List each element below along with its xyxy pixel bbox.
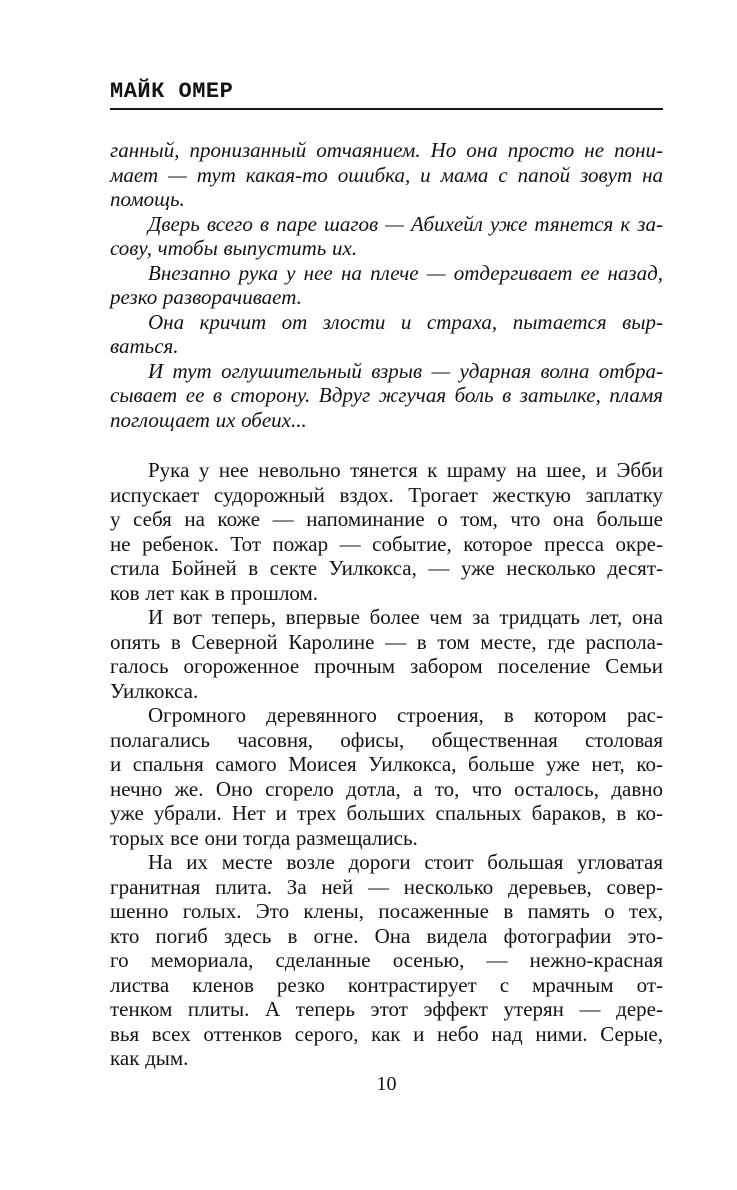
text-line: го мемориала, сделанные осенью, — нежно-красная — [110, 948, 663, 972]
text-line: сову, чтобы выпустить их. — [110, 236, 358, 260]
text-line: испускает судорожный вздох. Трогает жесткую заплатку — [110, 482, 663, 507]
text-line: Рука у нее невольно тянется к шраму на шее, и Эбби — [148, 458, 663, 482]
text-line: как дым. — [110, 1046, 189, 1070]
text-line: у себя на коже — напоминание о том, что она больше — [110, 507, 663, 531]
paragraph — [110, 138, 663, 212]
text-line: ганный, пронизанный отчаянием. Но она просто не пони- — [110, 138, 663, 162]
text-line: мает — тут какая-то ошибка, и мама с папой зовут на — [110, 162, 663, 187]
text-line: галось огороженное прочным забором поселение Семьи — [110, 654, 663, 678]
page-number: 10 — [376, 1073, 397, 1095]
paragraph — [110, 261, 663, 310]
text-line: И тут оглушительный взрыв — ударная волна отбра- — [148, 358, 663, 383]
text-line: сывает ее в сторону. Вдруг жгучая боль в затылке, пламя — [110, 383, 663, 407]
paragraph — [110, 212, 663, 261]
author-name: МАЙК ОМЕР — [110, 79, 234, 104]
paragraph — [110, 359, 663, 433]
text-block — [110, 138, 663, 1071]
text-line: не ребенок. Тот пожар — событие, которое пресса окре- — [110, 531, 663, 556]
text-line: Она кричит от злости и страха, пытается выр- — [148, 309, 663, 334]
running-header — [110, 80, 663, 110]
paragraph — [110, 850, 663, 1071]
text-line: ков лет как в прошлом. — [110, 580, 319, 605]
text-line: Внезапно рука у нее на плече — отдергивает ее назад, — [148, 260, 663, 285]
text-line: листва кленов резко контрастирует с мрачным от- — [110, 972, 663, 997]
text-line: кто погиб здесь в огне. Она видела фотографии это- — [110, 923, 663, 948]
text-line: Огромного деревянного строения, в котором рас- — [148, 703, 663, 727]
text-line: И вот теперь, впервые более чем за тридцать лет, она — [148, 605, 663, 629]
text-line: поглощает их обеих... — [110, 407, 307, 432]
text-line: опять в Северной Каролине — в том месте, где распола- — [110, 629, 663, 654]
text-line: и спальня самого Моисея Уилкокса, больше уже нет, ко- — [110, 752, 663, 776]
paragraph — [110, 458, 663, 605]
text-line: вья всех оттенков серого, как и небо над ними. Серые, — [110, 1021, 663, 1046]
text-line: полагались часовня, офисы, общественная столовая — [110, 727, 663, 752]
text-line: резко разворачивает. — [110, 285, 302, 309]
text-line: ваться. — [110, 334, 179, 358]
text-line: Дверь всего в паре шагов — Абихейл уже тянется к за- — [148, 211, 663, 236]
paragraph — [110, 310, 663, 359]
text-line: торых все они тогда размещались. — [110, 825, 418, 850]
text-line: помощь. — [110, 187, 185, 211]
text-line: Уилкокса. — [110, 678, 199, 703]
text-line: гранитная плита. За ней — несколько деревьев, совер- — [110, 874, 663, 899]
text-line: нечно же. Оно сгорело дотла, а то, что осталось, давно — [110, 776, 663, 801]
text-line: шенно голых. Это клены, посаженные в память о тех, — [110, 899, 663, 923]
text-line: тенком плиты. А теперь этот эффект утерян — дере- — [110, 997, 663, 1021]
text-line: На их месте возле дороги стоит большая угловатая — [148, 850, 663, 874]
text-line: уже убрали. Нет и трех больших спальных бараков, в ко- — [110, 801, 663, 825]
paragraph — [110, 703, 663, 850]
paragraph — [110, 605, 663, 703]
text-line: стила Бойней в секте Уилкокса, — уже несколько десят- — [110, 556, 663, 580]
